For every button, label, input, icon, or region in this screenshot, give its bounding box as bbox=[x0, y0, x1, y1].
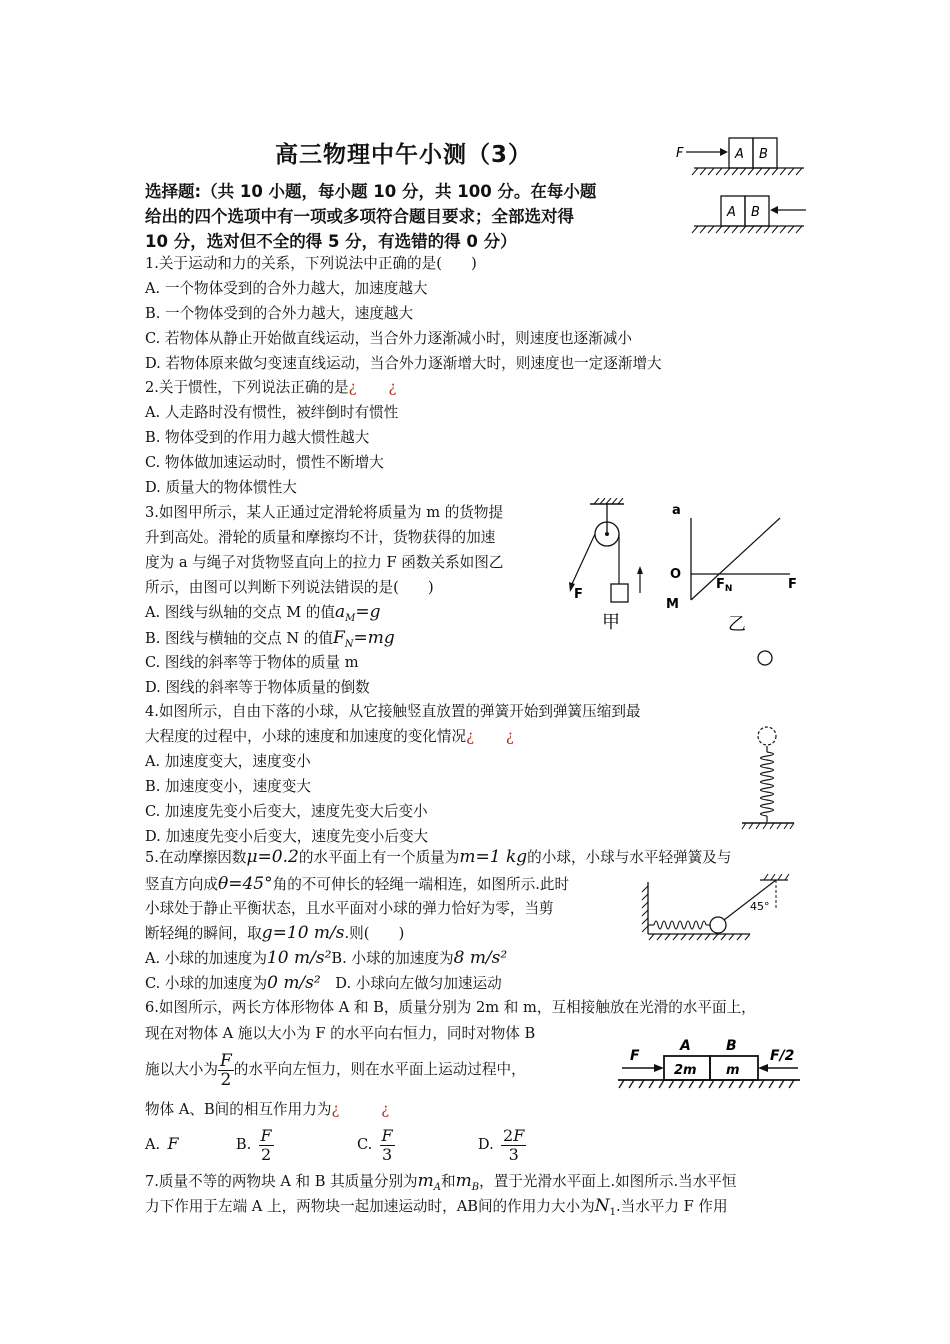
small-ball bbox=[756, 649, 776, 669]
q2-option-a: A. 人走路时没有惯性，被绊倒时有惯性 bbox=[145, 404, 399, 421]
fig6-2m-label: 2m bbox=[674, 1063, 697, 1078]
q6-line3: 施以大小为 $\frac{F}{2}$ 的水平向左恒力，则在水平面上运动过程中， bbox=[145, 1050, 526, 1090]
q1-option-d: D. 若物体原来做匀变速直线运动，当合外力逐渐增大时，则速度也一定逐渐增大 bbox=[145, 355, 662, 372]
angle-label: 45° bbox=[750, 900, 770, 913]
q6-options: A. F B. $\frac{F}{2}$ C. $\frac{F}{3}$ D. $\frac{2F}{3}$ bbox=[145, 1125, 525, 1164]
q1-option-a: A. 一个物体受到的合外力越大，加速度越大 bbox=[145, 280, 428, 297]
force-f-label: F bbox=[676, 146, 684, 161]
q3-option-a: A. 图线与纵轴的交点 M 的值$a_M=g$ bbox=[145, 602, 381, 624]
q5-line1: 5.在动摩擦因数μ=0.2的水平面上有一个质量为m=1 kg的小球，小球与水平轻弹簧及与 bbox=[145, 847, 732, 867]
q3-option-b: B. 图线与横轴的交点 N 的值$F_N=mg$ bbox=[145, 628, 395, 650]
q4-option-d: D. 加速度先变小后变大，速度先变小后变大 bbox=[145, 828, 429, 845]
q1-stem: 1.关于运动和力的关系，下列说法中正确的是( ) bbox=[145, 255, 477, 272]
axis-f-label: F bbox=[788, 577, 797, 592]
fig6-b-label: B bbox=[726, 1038, 737, 1054]
q5-option-ab: A. 小球的加速度为10 m/s²B. 小球的加速度为8 m/s² bbox=[145, 948, 508, 968]
origin-o-label: O bbox=[670, 567, 682, 582]
q2-option-b: B. 物体受到的作用力越大惯性越大 bbox=[145, 429, 370, 446]
fig-yi-label: 乙 bbox=[728, 614, 746, 635]
q3-line4: 所示，由图可以判断下列说法错误的是( ) bbox=[145, 579, 434, 596]
q3-line3: 度为 a 与绳子对货物竖直向上的拉力 F 函数关系如图乙 bbox=[145, 554, 504, 571]
block-b-label: B bbox=[759, 147, 768, 162]
q4-option-c: C. 加速度先变小后变大，速度先变大后变小 bbox=[145, 803, 428, 820]
q6-line2: 现在对物体 A 施以大小为 F 的水平向右恒力，同时对物体 B bbox=[145, 1025, 536, 1042]
two-blocks-forces-figure bbox=[614, 1034, 804, 1096]
q2-mark-close: ¿ bbox=[388, 379, 397, 396]
q2-option-d: D. 质量大的物体惯性大 bbox=[145, 479, 297, 496]
page-title: 高三物理中午小测（3） bbox=[275, 142, 533, 168]
q5-option-cd: C. 小球的加速度为0 m/s² D. 小球向左做匀加速运动 bbox=[145, 973, 502, 993]
q4-option-b: B. 加速度变小，速度变大 bbox=[145, 778, 311, 795]
block-a-label: A bbox=[735, 147, 744, 162]
q5-line4: 断轻绳的瞬间，取g=10 m/s.则( ) bbox=[145, 923, 405, 943]
blocks-ab-figure bbox=[672, 128, 812, 240]
block-a2-label: A bbox=[727, 205, 736, 220]
section-header-line2: 给出的四个选项中有一项或多项符合题目要求；全部选对得 bbox=[145, 207, 574, 226]
q3-line2: 升到高处。滑轮的质量和摩擦均不计，货物获得的加速 bbox=[145, 529, 496, 546]
section-header-line3: 10 分，选对但不全的得 5 分，有选错的得 0 分） bbox=[145, 232, 517, 251]
spring-ball-rope-figure bbox=[640, 870, 790, 942]
q5-line3: 小球处于静止平衡状态，且水平面对小球的弹力恰好为零，当剪 bbox=[145, 900, 554, 917]
fig6-f2-label: F/2 bbox=[770, 1048, 795, 1064]
q3-option-c: C. 图线的斜率等于物体的质量 m bbox=[145, 654, 359, 671]
fig6-f-label: F bbox=[630, 1048, 640, 1064]
q1-option-b: B. 一个物体受到的合外力越大，速度越大 bbox=[145, 305, 414, 322]
q2-mark-open: ¿ bbox=[348, 379, 357, 396]
q2-option-c: C. 物体做加速运动时，惯性不断增大 bbox=[145, 454, 384, 471]
q4-line2-row: 大程度的过程中，小球的速度和加速度的变化情况¿ ¿ bbox=[145, 728, 514, 745]
pulley-figure bbox=[562, 498, 658, 636]
q4-option-a: A. 加速度变大，速度变小 bbox=[145, 753, 311, 770]
q1-option-c: C. 若物体从静止开始做直线运动，当合外力逐渐减小时，则速度也逐渐减小 bbox=[145, 330, 632, 347]
q7-line1: 7.质量不等的两物块 A 和 B 其质量分别为$m_A$和$m_B$，置于光滑水平面上.如图所示.当水平恒 bbox=[145, 1171, 737, 1193]
q7-line2: 力下作用于左端 A 上，两物块一起加速运动时，AB间的作用力大小为$N_1$.当水平力 F 作用 bbox=[145, 1196, 728, 1218]
q6-line4-row: 物体 A、B间的相互作用力为¿ ¿ bbox=[145, 1101, 390, 1118]
point-m-label: M bbox=[666, 597, 679, 612]
q6-line1: 6.如图所示，两长方体形物体 A 和 B，质量分别为 2m 和 m，互相接触放在光滑的水平面上， bbox=[145, 999, 756, 1016]
q2-stem: 2.关于惯性，下列说法正确的是 bbox=[145, 379, 349, 396]
q2-stem-row bbox=[145, 378, 396, 398]
q6-frac-f-over-2: $\frac{F}{2}$ bbox=[219, 1050, 232, 1090]
a-f-graph bbox=[662, 498, 812, 638]
fig6-m-label: m bbox=[726, 1063, 740, 1078]
q5-line2: 竖直方向成θ=45°角的不可伸长的轻绳一端相连，如图所示.此时 bbox=[145, 874, 570, 894]
q4-line1: 4.如图所示，自由下落的小球，从它接触竖直放置的弹簧开始到弹簧压缩到最 bbox=[145, 703, 641, 720]
q3-option-d: D. 图线的斜率等于物体质量的倒数 bbox=[145, 679, 370, 696]
q3-line1: 3.如图甲所示，某人正通过定滑轮将质量为 m 的货物提 bbox=[145, 504, 504, 521]
fig-jia-label: 甲 bbox=[602, 612, 620, 633]
fig6-a-label: A bbox=[680, 1038, 691, 1054]
axis-a-label: a bbox=[672, 503, 681, 518]
vertical-spring-figure bbox=[736, 724, 798, 832]
pulley-f-label: F bbox=[574, 587, 583, 602]
block-b2-label: B bbox=[751, 205, 760, 220]
point-fn-label: $F_N$ bbox=[716, 577, 733, 594]
section-header-line1: 选择题:（共 10 小题，每小题 10 分，共 100 分。在每小题 bbox=[145, 182, 597, 201]
